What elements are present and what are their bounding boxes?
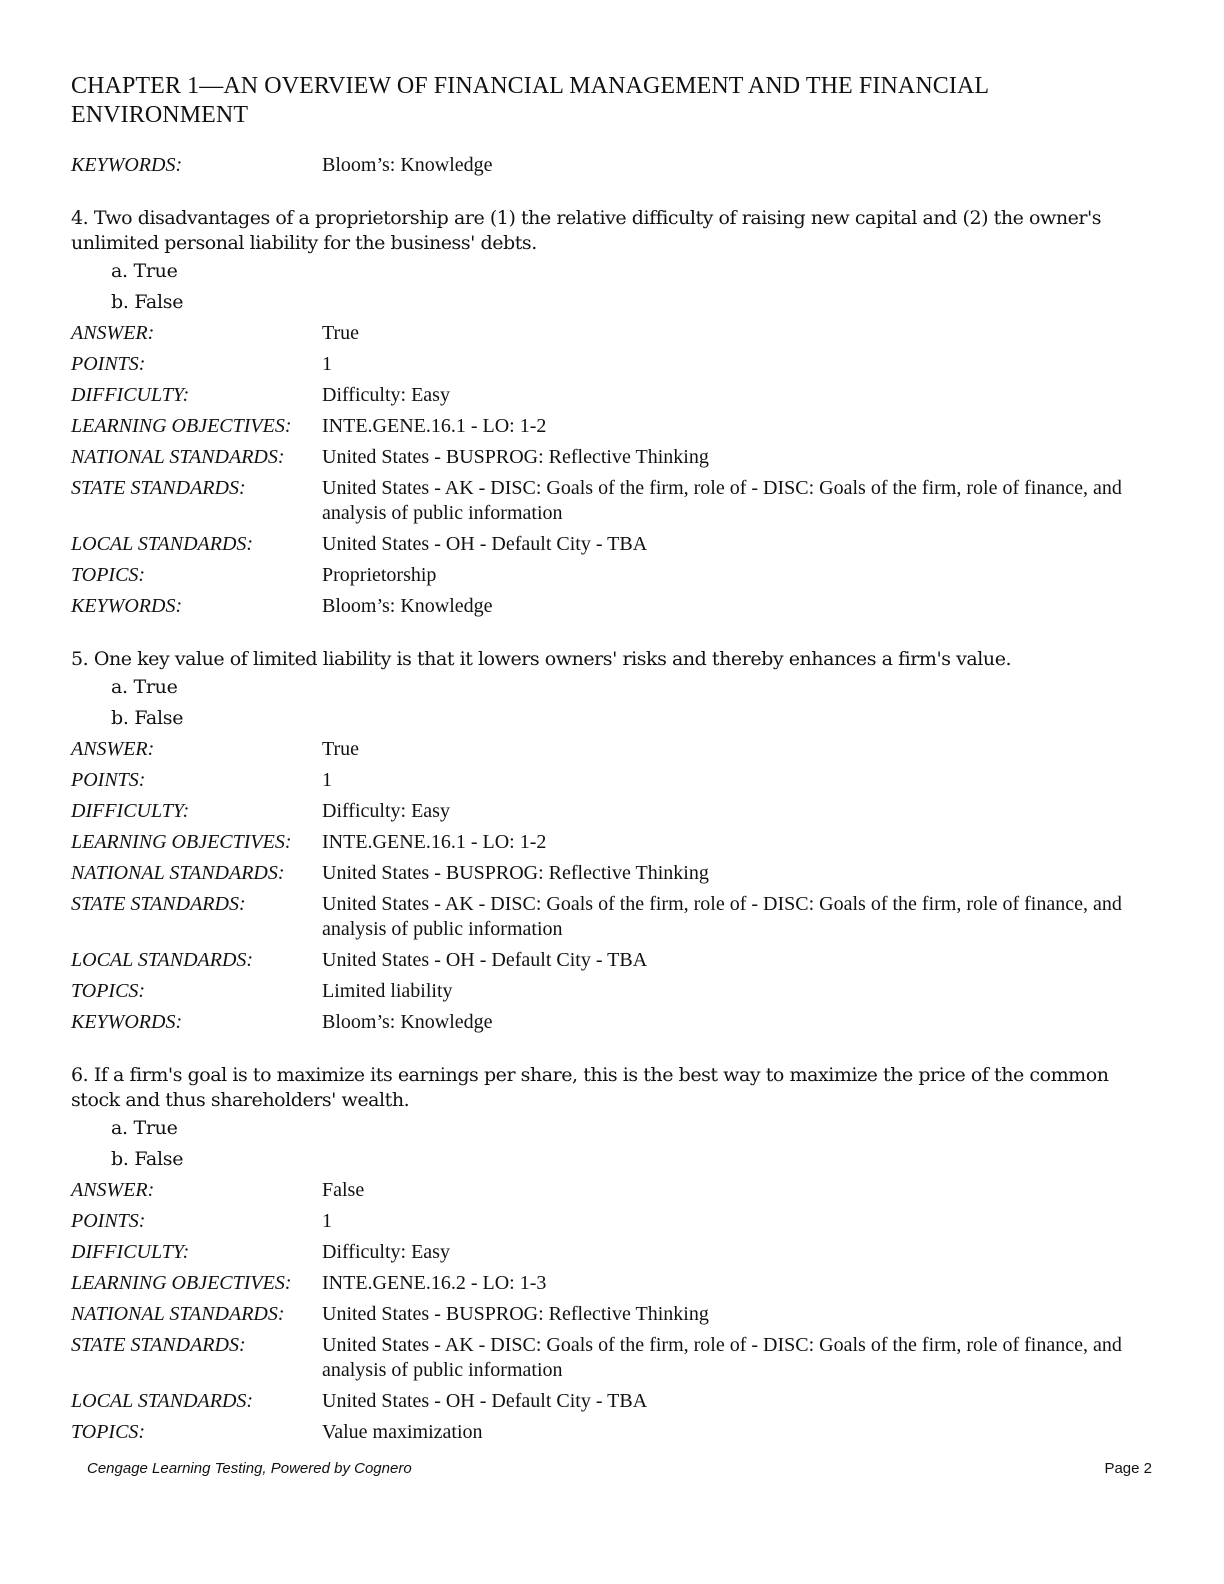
choice-b: b. False xyxy=(111,1148,184,1170)
choice-a: a. True xyxy=(111,1117,178,1139)
difficulty-row xyxy=(71,1237,1161,1268)
points-label: POINTS: xyxy=(71,1210,146,1232)
state-standards-label: STATE STANDARDS: xyxy=(71,893,246,915)
state-standards-label: STATE STANDARDS: xyxy=(71,1334,246,1356)
state-standards-row xyxy=(71,889,1161,945)
learning-objectives-value: INTE.GENE.16.1 - LO: 1-2 xyxy=(322,831,547,853)
learning-objectives-label: LEARNING OBJECTIVES: xyxy=(71,1272,292,1294)
state-standards-label: STATE STANDARDS: xyxy=(71,477,246,499)
difficulty-row xyxy=(71,380,1161,411)
learning-objectives-label: LEARNING OBJECTIVES: xyxy=(71,831,292,853)
national-standards-row xyxy=(71,1299,1161,1330)
answer-label: ANSWER: xyxy=(71,738,155,760)
question-stem: 4. Two disadvantages of a proprietorship are (1) the relative difficulty of raising new capital and (2) the owner's unlimited personal liability for the business' debts. xyxy=(71,207,1102,254)
difficulty-value: Difficulty: Easy xyxy=(322,1241,450,1263)
learning-objectives-value: INTE.GENE.16.1 - LO: 1-2 xyxy=(322,415,547,437)
answer-label: ANSWER: xyxy=(71,322,155,344)
national-standards-row xyxy=(71,858,1161,889)
difficulty-value: Difficulty: Easy xyxy=(322,800,450,822)
points-value: 1 xyxy=(322,1210,332,1232)
national-standards-row xyxy=(71,442,1161,473)
keywords-label: KEYWORDS: xyxy=(71,595,183,617)
carryover-keywords-row xyxy=(71,150,1161,181)
answer-row xyxy=(71,734,1161,765)
answer-label: ANSWER: xyxy=(71,1179,155,1201)
topics-row xyxy=(71,560,1161,591)
choice-b: b. False xyxy=(111,291,184,313)
keywords-label: KEYWORDS: xyxy=(71,154,183,176)
national-standards-value: United States - BUSPROG: Reflective Thinking xyxy=(322,1303,709,1325)
keywords-label: KEYWORDS: xyxy=(71,1011,183,1033)
topics-label: TOPICS: xyxy=(71,564,146,586)
question-6 xyxy=(71,1063,1161,1448)
state-standards-row xyxy=(71,473,1161,529)
learning-objectives-row xyxy=(71,411,1161,442)
local-standards-value: United States - OH - Default City - TBA xyxy=(322,949,648,971)
keywords-value: Bloom’s: Knowledge xyxy=(322,154,493,176)
learning-objectives-value: INTE.GENE.16.2 - LO: 1-3 xyxy=(322,1272,547,1294)
answer-value: True xyxy=(322,738,360,760)
state-standards-value: United States - AK - DISC: Goals of the firm, role of - DISC: Goals of the firm, role of finance, and analysis of public information xyxy=(322,1334,1122,1381)
points-row xyxy=(71,1206,1161,1237)
topics-row xyxy=(71,1417,1161,1448)
local-standards-value: United States - OH - Default City - TBA xyxy=(322,1390,648,1412)
national-standards-label: NATIONAL STANDARDS: xyxy=(71,862,285,884)
topics-label: TOPICS: xyxy=(71,980,146,1002)
local-standards-row xyxy=(71,529,1161,560)
question-4 xyxy=(71,206,1161,622)
points-row xyxy=(71,349,1161,380)
difficulty-label: DIFFICULTY: xyxy=(71,1241,190,1263)
question-stem: 6. If a firm's goal is to maximize its earnings per share, this is the best way to maximize the price of the common stock and thus shareholders' wealth. xyxy=(71,1064,1109,1111)
topics-value: Value maximization xyxy=(322,1421,483,1443)
choice-a: a. True xyxy=(111,260,178,282)
local-standards-row xyxy=(71,1386,1161,1417)
choice-b: b. False xyxy=(111,707,184,729)
page-number: Page 2 xyxy=(1104,1460,1152,1477)
answer-row xyxy=(71,1175,1161,1206)
state-standards-value: United States - AK - DISC: Goals of the firm, role of - DISC: Goals of the firm, role of finance, and analysis of public information xyxy=(322,477,1122,524)
topics-value: Limited liability xyxy=(322,980,453,1002)
chapter-title: CHAPTER 1—AN OVERVIEW OF FINANCIAL MANAGEMENT AND THE FINANCIAL ENVIRONMENT xyxy=(71,73,989,128)
difficulty-label: DIFFICULTY: xyxy=(71,800,190,822)
keywords-row xyxy=(71,591,1161,622)
points-label: POINTS: xyxy=(71,353,146,375)
topics-label: TOPICS: xyxy=(71,1421,146,1443)
keywords-value: Bloom’s: Knowledge xyxy=(322,1011,493,1033)
local-standards-label: LOCAL STANDARDS: xyxy=(71,949,254,971)
points-value: 1 xyxy=(322,769,332,791)
page-footer xyxy=(87,1460,1152,1477)
local-standards-row xyxy=(71,945,1161,976)
keywords-row xyxy=(71,1007,1161,1038)
state-standards-value: United States - AK - DISC: Goals of the firm, role of - DISC: Goals of the firm, role of finance, and analysis of public information xyxy=(322,893,1122,940)
choice-a: a. True xyxy=(111,676,178,698)
keywords-value: Bloom’s: Knowledge xyxy=(322,595,493,617)
points-row xyxy=(71,765,1161,796)
learning-objectives-row xyxy=(71,827,1161,858)
answer-value: True xyxy=(322,322,360,344)
footer-credit: Cengage Learning Testing, Powered by Cognero xyxy=(87,1460,412,1477)
local-standards-label: LOCAL STANDARDS: xyxy=(71,533,254,555)
topics-row xyxy=(71,976,1161,1007)
local-standards-value: United States - OH - Default City - TBA xyxy=(322,533,648,555)
topics-value: Proprietorship xyxy=(322,564,437,586)
question-5 xyxy=(71,647,1161,1038)
difficulty-row xyxy=(71,796,1161,827)
points-value: 1 xyxy=(322,353,332,375)
national-standards-value: United States - BUSPROG: Reflective Thinking xyxy=(322,446,709,468)
national-standards-label: NATIONAL STANDARDS: xyxy=(71,1303,285,1325)
answer-value: False xyxy=(322,1179,365,1201)
learning-objectives-label: LEARNING OBJECTIVES: xyxy=(71,415,292,437)
national-standards-value: United States - BUSPROG: Reflective Thinking xyxy=(322,862,709,884)
state-standards-row xyxy=(71,1330,1161,1386)
national-standards-label: NATIONAL STANDARDS: xyxy=(71,446,285,468)
learning-objectives-row xyxy=(71,1268,1161,1299)
answer-row xyxy=(71,318,1161,349)
difficulty-value: Difficulty: Easy xyxy=(322,384,450,406)
difficulty-label: DIFFICULTY: xyxy=(71,384,190,406)
document-page xyxy=(71,72,1161,1448)
points-label: POINTS: xyxy=(71,769,146,791)
local-standards-label: LOCAL STANDARDS: xyxy=(71,1390,254,1412)
question-stem: 5. One key value of limited liability is that it lowers owners' risks and thereby enhances a firm's value. xyxy=(71,648,1012,670)
